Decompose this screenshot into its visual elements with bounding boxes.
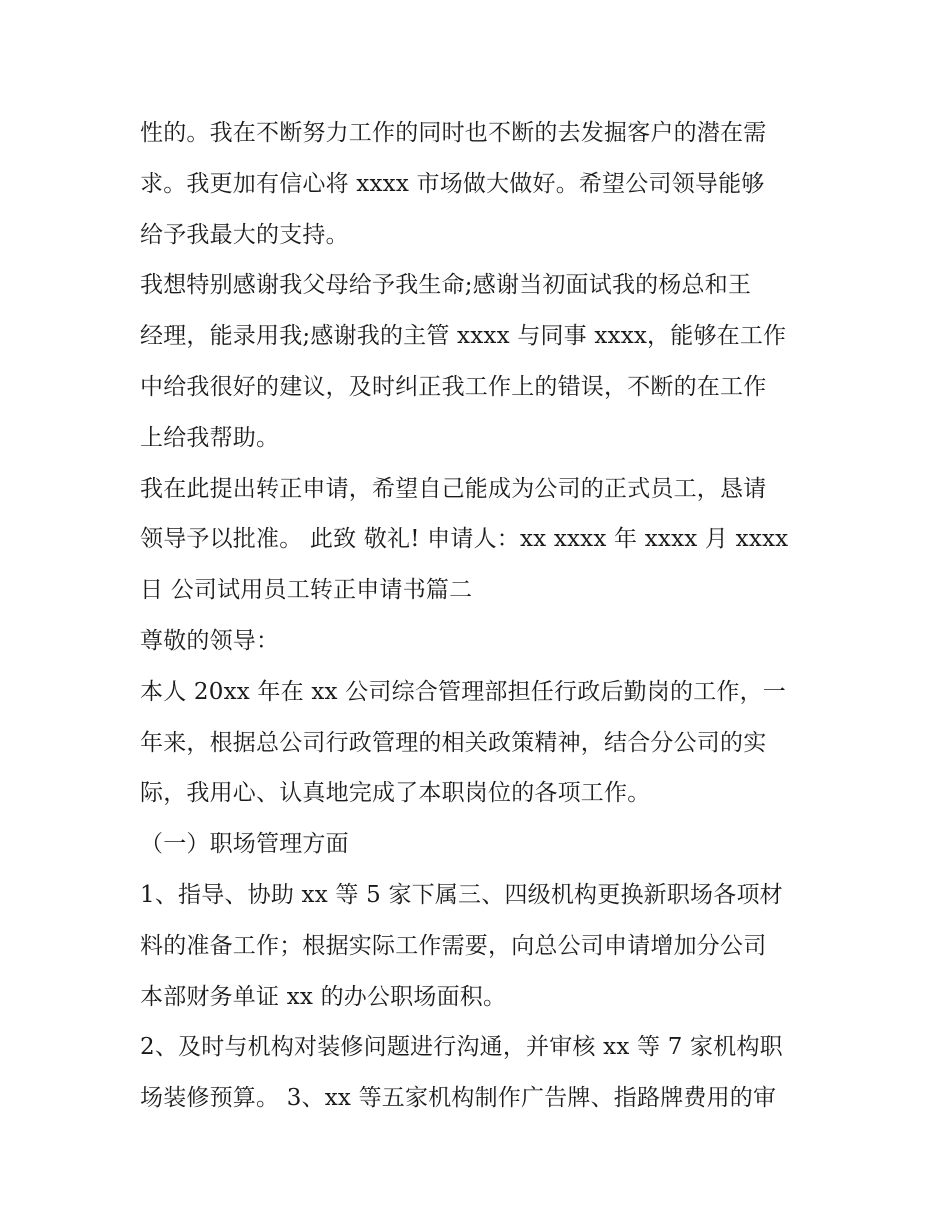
text-line: 求。我更加有信心将 xxxx 市场做大做好。希望公司领导能够 <box>140 170 765 197</box>
text-line: 1、指导、协助 xx 等 5 家下属三、四级机构更换新职场各项材 <box>140 881 783 908</box>
text-line: 本部财务单证 xx 的办公职场面积。 <box>140 983 507 1010</box>
salutation: 尊敬的领导： <box>140 627 280 654</box>
text-line: 上给我帮助。 <box>140 424 280 451</box>
section-heading: 日 公司试用员工转正申请书篇二 <box>140 577 473 604</box>
text-line: 中给我很好的建议，及时纠正我工作上的错误，不断的在工作 <box>140 373 767 400</box>
text-line: 2、及时与机构对装修问题进行沟通，并审核 xx 等 7 家机构职 <box>140 1034 783 1061</box>
text-line: 性的。我在不断努力工作的同时也不断的去发掘客户的潜在需 <box>140 120 767 146</box>
text-line: 我在此提出转正申请，希望自己能成为公司的正式员工，恳请 <box>140 475 767 502</box>
subsection-heading: （一）职场管理方面 <box>140 831 349 858</box>
text-line: 领导予以批准。 此致 敬礼! 申请人：xx xxxx 年 xxxx 月 xxxx <box>140 526 789 553</box>
text-line: 给予我最大的支持。 <box>140 221 349 248</box>
text-line: 场装修预算。 3、xx 等五家机构制作广告牌、指路牌费用的审 <box>140 1085 777 1112</box>
text-line: 我想特别感谢我父母给予我生命;感谢当初面试我的杨总和王 <box>140 272 752 299</box>
text-line: 年来，根据总公司行政管理的相关政策精神，结合分公司的实 <box>140 729 767 756</box>
text-line: 经理，能录用我;感谢我的主管 xxxx 与同事 xxxx，能够在工作 <box>140 323 787 350</box>
document-body <box>140 108 820 1124</box>
text-line: 料的准备工作；根据实际工作需要，向总公司申请增加分公司 <box>140 932 767 959</box>
text-line: 本人 20xx 年在 xx 公司综合管理部担任行政后勤岗的工作，一 <box>140 678 786 705</box>
text-line: 际，我用心、认真地完成了本职岗位的各项工作。 <box>140 780 651 807</box>
